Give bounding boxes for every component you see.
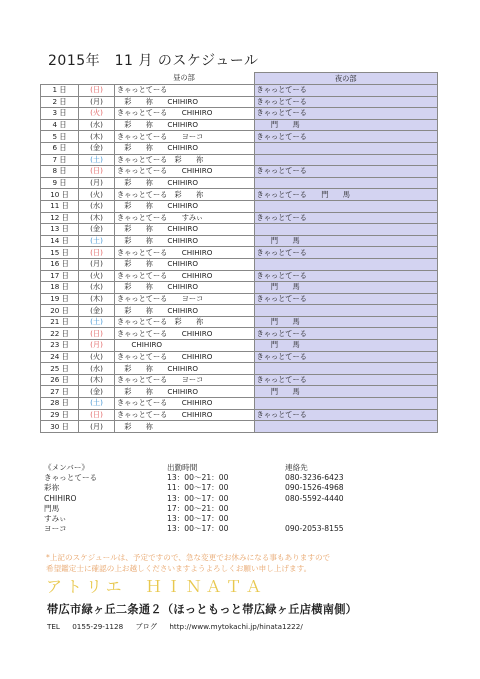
day-shift-cell: 彩 祢 (115, 421, 255, 433)
blog-url[interactable]: http://www.mytokachi.jp/hinata1222/ (169, 622, 303, 631)
member-phone (285, 514, 405, 524)
date-cell: 22 日 (41, 328, 79, 340)
schedule-row (41, 293, 438, 305)
weekday-cell: (火) (79, 270, 115, 282)
date-cell: 25 日 (41, 363, 79, 375)
day-shift-cell: きゃっとてーる 彩 祢 (115, 189, 255, 201)
date-cell: 29 日 (41, 409, 79, 421)
schedule-row (41, 328, 438, 340)
date-cell: 24 日 (41, 351, 79, 363)
weekday-cell: (月) (79, 421, 115, 433)
day-shift-cell: 彩 祢 CHIHIRO (115, 282, 255, 294)
date-cell: 27 日 (41, 386, 79, 398)
weekday-cell: (日) (79, 409, 115, 421)
weekday-cell: (金) (79, 305, 115, 317)
night-shift-cell (254, 200, 438, 212)
night-shift-cell (254, 305, 438, 317)
schedule-row (41, 166, 438, 178)
page-title: 2015年 11 月 のスケジュール (48, 53, 259, 69)
night-shift-cell (254, 421, 438, 433)
schedule-row (41, 235, 438, 247)
schedule-row (41, 131, 438, 143)
date-cell: 2 日 (41, 96, 79, 108)
weekday-cell: (木) (79, 293, 115, 305)
schedule-row (41, 142, 438, 154)
schedule-row (41, 108, 438, 120)
night-shift-cell (254, 398, 438, 410)
night-shift-cell: 門 馬 (254, 119, 438, 131)
night-shift-cell: きゃっとてーる (254, 270, 438, 282)
day-shift-cell: きゃっとてーる (115, 85, 255, 97)
member-name: きゃっとてーる (44, 473, 98, 483)
date-cell: 14 日 (41, 235, 79, 247)
weekday-cell: (木) (79, 212, 115, 224)
day-shift-cell: 彩 祢 CHIHIRO (115, 235, 255, 247)
weekday-cell: (月) (79, 340, 115, 352)
weekday-cell: (日) (79, 328, 115, 340)
weekday-cell: (火) (79, 351, 115, 363)
date-cell: 20 日 (41, 305, 79, 317)
weekday-cell: (金) (79, 142, 115, 154)
date-cell: 26 日 (41, 374, 79, 386)
weekday-cell: (日) (79, 247, 115, 259)
night-shift-cell: きゃっとてーる (254, 409, 438, 421)
weekday-cell: (木) (79, 131, 115, 143)
weekday-cell: (火) (79, 108, 115, 120)
schedule-row (41, 421, 438, 433)
date-cell: 8 日 (41, 166, 79, 178)
night-shift-cell: 門 馬 (254, 316, 438, 328)
schedule-row (41, 224, 438, 236)
member-name: すみぃ (44, 513, 67, 523)
day-shift-cell: 彩 祢 CHIHIRO (115, 200, 255, 212)
schedule-row (41, 200, 438, 212)
day-shift-cell: 彩 祢 CHIHIRO (115, 363, 255, 375)
date-cell: 17 日 (41, 270, 79, 282)
weekday-cell: (月) (79, 258, 115, 270)
member-name: CHIHIRO (44, 493, 77, 503)
date-cell: 21 日 (41, 316, 79, 328)
member-row (44, 494, 444, 504)
schedule-note (46, 552, 446, 574)
contact-header: 連絡先 (285, 463, 308, 472)
night-shift-cell: きゃっとてーる (254, 166, 438, 178)
member-hours: 13：00〜21：00 (167, 473, 229, 483)
weekday-cell: (水) (79, 200, 115, 212)
member-phone: 090-1526-4968 (285, 483, 344, 493)
date-cell: 7 日 (41, 154, 79, 166)
night-shift-cell (254, 177, 438, 189)
day-shift-cell: きゃっとてーる CHIHIRO (115, 409, 255, 421)
date-cell: 11 日 (41, 200, 79, 212)
day-shift-cell: CHIHIRO (115, 340, 255, 352)
night-shift-cell: 門 馬 (254, 282, 438, 294)
schedule-row (41, 96, 438, 108)
schedule-row (41, 351, 438, 363)
member-hours: 13：00〜17：00 (167, 524, 229, 534)
day-shift-cell: きゃっとてーる CHIHIRO (115, 398, 255, 410)
member-name: ヨーコ (44, 524, 67, 534)
date-cell: 12 日 (41, 212, 79, 224)
brand-name: アトリエ ＨＩＮＡＴＡ (46, 577, 266, 596)
schedule-row (41, 258, 438, 270)
date-cell: 9 日 (41, 177, 79, 189)
schedule-row (41, 154, 438, 166)
date-cell: 4 日 (41, 119, 79, 131)
schedule-row (41, 316, 438, 328)
schedule-row (41, 270, 438, 282)
date-cell: 30 日 (41, 421, 79, 433)
day-shift-cell: 彩 祢 CHIHIRO (115, 119, 255, 131)
day-shift-cell: 彩 祢 CHIHIRO (115, 386, 255, 398)
schedule-header-row (41, 73, 438, 85)
weekday-cell: (日) (79, 166, 115, 178)
schedule-row (41, 177, 438, 189)
weekday-cell: (月) (79, 96, 115, 108)
schedule-row (41, 189, 438, 201)
day-shift-cell: きゃっとてーる 彩 祢 (115, 316, 255, 328)
weekday-cell: (水) (79, 363, 115, 375)
day-shift-cell: きゃっとてーる ヨーコ (115, 131, 255, 143)
member-row (44, 524, 444, 534)
day-shift-cell: 彩 祢 CHIHIRO (115, 96, 255, 108)
weekday-cell: (木) (79, 374, 115, 386)
schedule-row (41, 119, 438, 131)
day-shift-cell: きゃっとてーる CHIHIRO (115, 247, 255, 259)
day-shift-cell: きゃっとてーる CHIHIRO (115, 351, 255, 363)
weekday-cell: (水) (79, 119, 115, 131)
schedule-row (41, 305, 438, 317)
night-shift-cell: 門 馬 (254, 340, 438, 352)
weekday-cell: (土) (79, 235, 115, 247)
member-phone: 080-3236-6423 (285, 473, 344, 483)
tel-number: 0155-29-1128 (72, 622, 124, 631)
night-shift-cell: きゃっとてーる (254, 351, 438, 363)
member-hours: 11：00〜17：00 (167, 483, 229, 493)
night-shift-cell: 門 馬 (254, 235, 438, 247)
day-shift-cell: 彩 祢 CHIHIRO (115, 305, 255, 317)
schedule-row (41, 386, 438, 398)
blog-label: ブログ (135, 622, 158, 631)
day-shift-cell: きゃっとてーる CHIHIRO (115, 108, 255, 120)
day-shift-cell: 彩 祢 CHIHIRO (115, 258, 255, 270)
date-cell: 10 日 (41, 189, 79, 201)
date-cell: 28 日 (41, 398, 79, 410)
night-shift-cell: きゃっとてーる (254, 131, 438, 143)
weekday-cell: (金) (79, 224, 115, 236)
night-shift-cell: きゃっとてーる (254, 212, 438, 224)
member-phone: 090-2053-8155 (285, 524, 344, 534)
weekday-cell: (土) (79, 316, 115, 328)
day-part-header: 昼の部 (173, 73, 195, 83)
night-shift-cell: きゃっとてーる (254, 374, 438, 386)
schedule-body (41, 85, 438, 433)
schedule-row (41, 398, 438, 410)
night-shift-cell (254, 142, 438, 154)
tel-label: TEL (47, 622, 60, 631)
contact-line (47, 622, 313, 632)
date-cell: 13 日 (41, 224, 79, 236)
day-shift-cell: きゃっとてーる CHIHIRO (115, 328, 255, 340)
night-shift-cell: きゃっとてーる (254, 108, 438, 120)
member-name: 彩祢 (44, 483, 60, 493)
schedule-row (41, 85, 438, 97)
date-cell: 5 日 (41, 131, 79, 143)
day-shift-cell: 彩 祢 CHIHIRO (115, 224, 255, 236)
schedule-row (41, 374, 438, 386)
night-shift-cell: きゃっとてーる (254, 96, 438, 108)
note-line: 希望鑑定士に確認の上お越しくださいますようよろしくお願い申し上げます。 (46, 564, 312, 573)
member-name: 門馬 (44, 503, 60, 513)
night-shift-cell (254, 258, 438, 270)
weekday-cell: (土) (79, 398, 115, 410)
date-cell: 15 日 (41, 247, 79, 259)
member-hours: 17：00〜21：00 (167, 503, 229, 513)
note-line: *上記のスケジュールは、予定ですので、急な変更でお休みになる事もありますので (46, 553, 331, 562)
day-shift-cell: 彩 祢 CHIHIRO (115, 177, 255, 189)
day-shift-cell: 彩 祢 CHIHIRO (115, 142, 255, 154)
weekday-cell: (火) (79, 189, 115, 201)
address: 帯広市緑ヶ丘二条通２（ほっともっと帯広緑ヶ丘店横南側） (47, 603, 358, 616)
night-part-header: 夜の部 (254, 73, 438, 85)
schedule-row (41, 247, 438, 259)
schedule-table (40, 72, 438, 433)
date-cell: 18 日 (41, 282, 79, 294)
member-phone (285, 504, 405, 514)
day-shift-cell: きゃっとてーる CHIHIRO (115, 270, 255, 282)
member-list (44, 463, 444, 534)
date-cell: 16 日 (41, 258, 79, 270)
date-cell: 1 日 (41, 85, 79, 97)
night-shift-cell (254, 224, 438, 236)
weekday-cell: (土) (79, 154, 115, 166)
date-cell: 3 日 (41, 108, 79, 120)
day-shift-cell: きゃっとてーる すみぃ (115, 212, 255, 224)
night-shift-cell: きゃっとてーる (254, 328, 438, 340)
weekday-cell: (金) (79, 386, 115, 398)
member-phone: 080-5592-4440 (285, 493, 344, 503)
member-row (44, 514, 444, 524)
member-header-row (44, 463, 444, 473)
day-shift-cell: きゃっとてーる CHIHIRO (115, 166, 255, 178)
schedule-row (41, 212, 438, 224)
weekday-cell: (日) (79, 85, 115, 97)
member-hours: 13：00〜17：00 (167, 493, 229, 503)
night-shift-cell: きゃっとてーる (254, 247, 438, 259)
schedule-row (41, 409, 438, 421)
day-shift-cell: きゃっとてーる 彩 祢 (115, 154, 255, 166)
night-shift-cell (254, 363, 438, 375)
date-cell: 6 日 (41, 142, 79, 154)
night-shift-cell: きゃっとてーる (254, 293, 438, 305)
member-row (44, 473, 444, 483)
day-shift-cell: きゃっとてーる ヨーコ (115, 374, 255, 386)
day-shift-cell: きゃっとてーる ヨーコ (115, 293, 255, 305)
date-cell: 23 日 (41, 340, 79, 352)
member-row (44, 483, 444, 493)
weekday-cell: (水) (79, 282, 115, 294)
night-shift-cell: きゃっとてーる (254, 85, 438, 97)
hours-header: 出勤時間 (167, 463, 198, 472)
schedule-row (41, 363, 438, 375)
member-row (44, 504, 444, 514)
date-cell: 19 日 (41, 293, 79, 305)
weekday-cell: (月) (79, 177, 115, 189)
night-shift-cell (254, 154, 438, 166)
night-shift-cell: 門 馬 (254, 386, 438, 398)
schedule-row (41, 340, 438, 352)
schedule-row (41, 282, 438, 294)
night-shift-cell: きゃっとてーる 門 馬 (254, 189, 438, 201)
member-header: 《メンバー》 (44, 463, 90, 472)
member-hours: 13：00〜17：00 (167, 513, 229, 523)
